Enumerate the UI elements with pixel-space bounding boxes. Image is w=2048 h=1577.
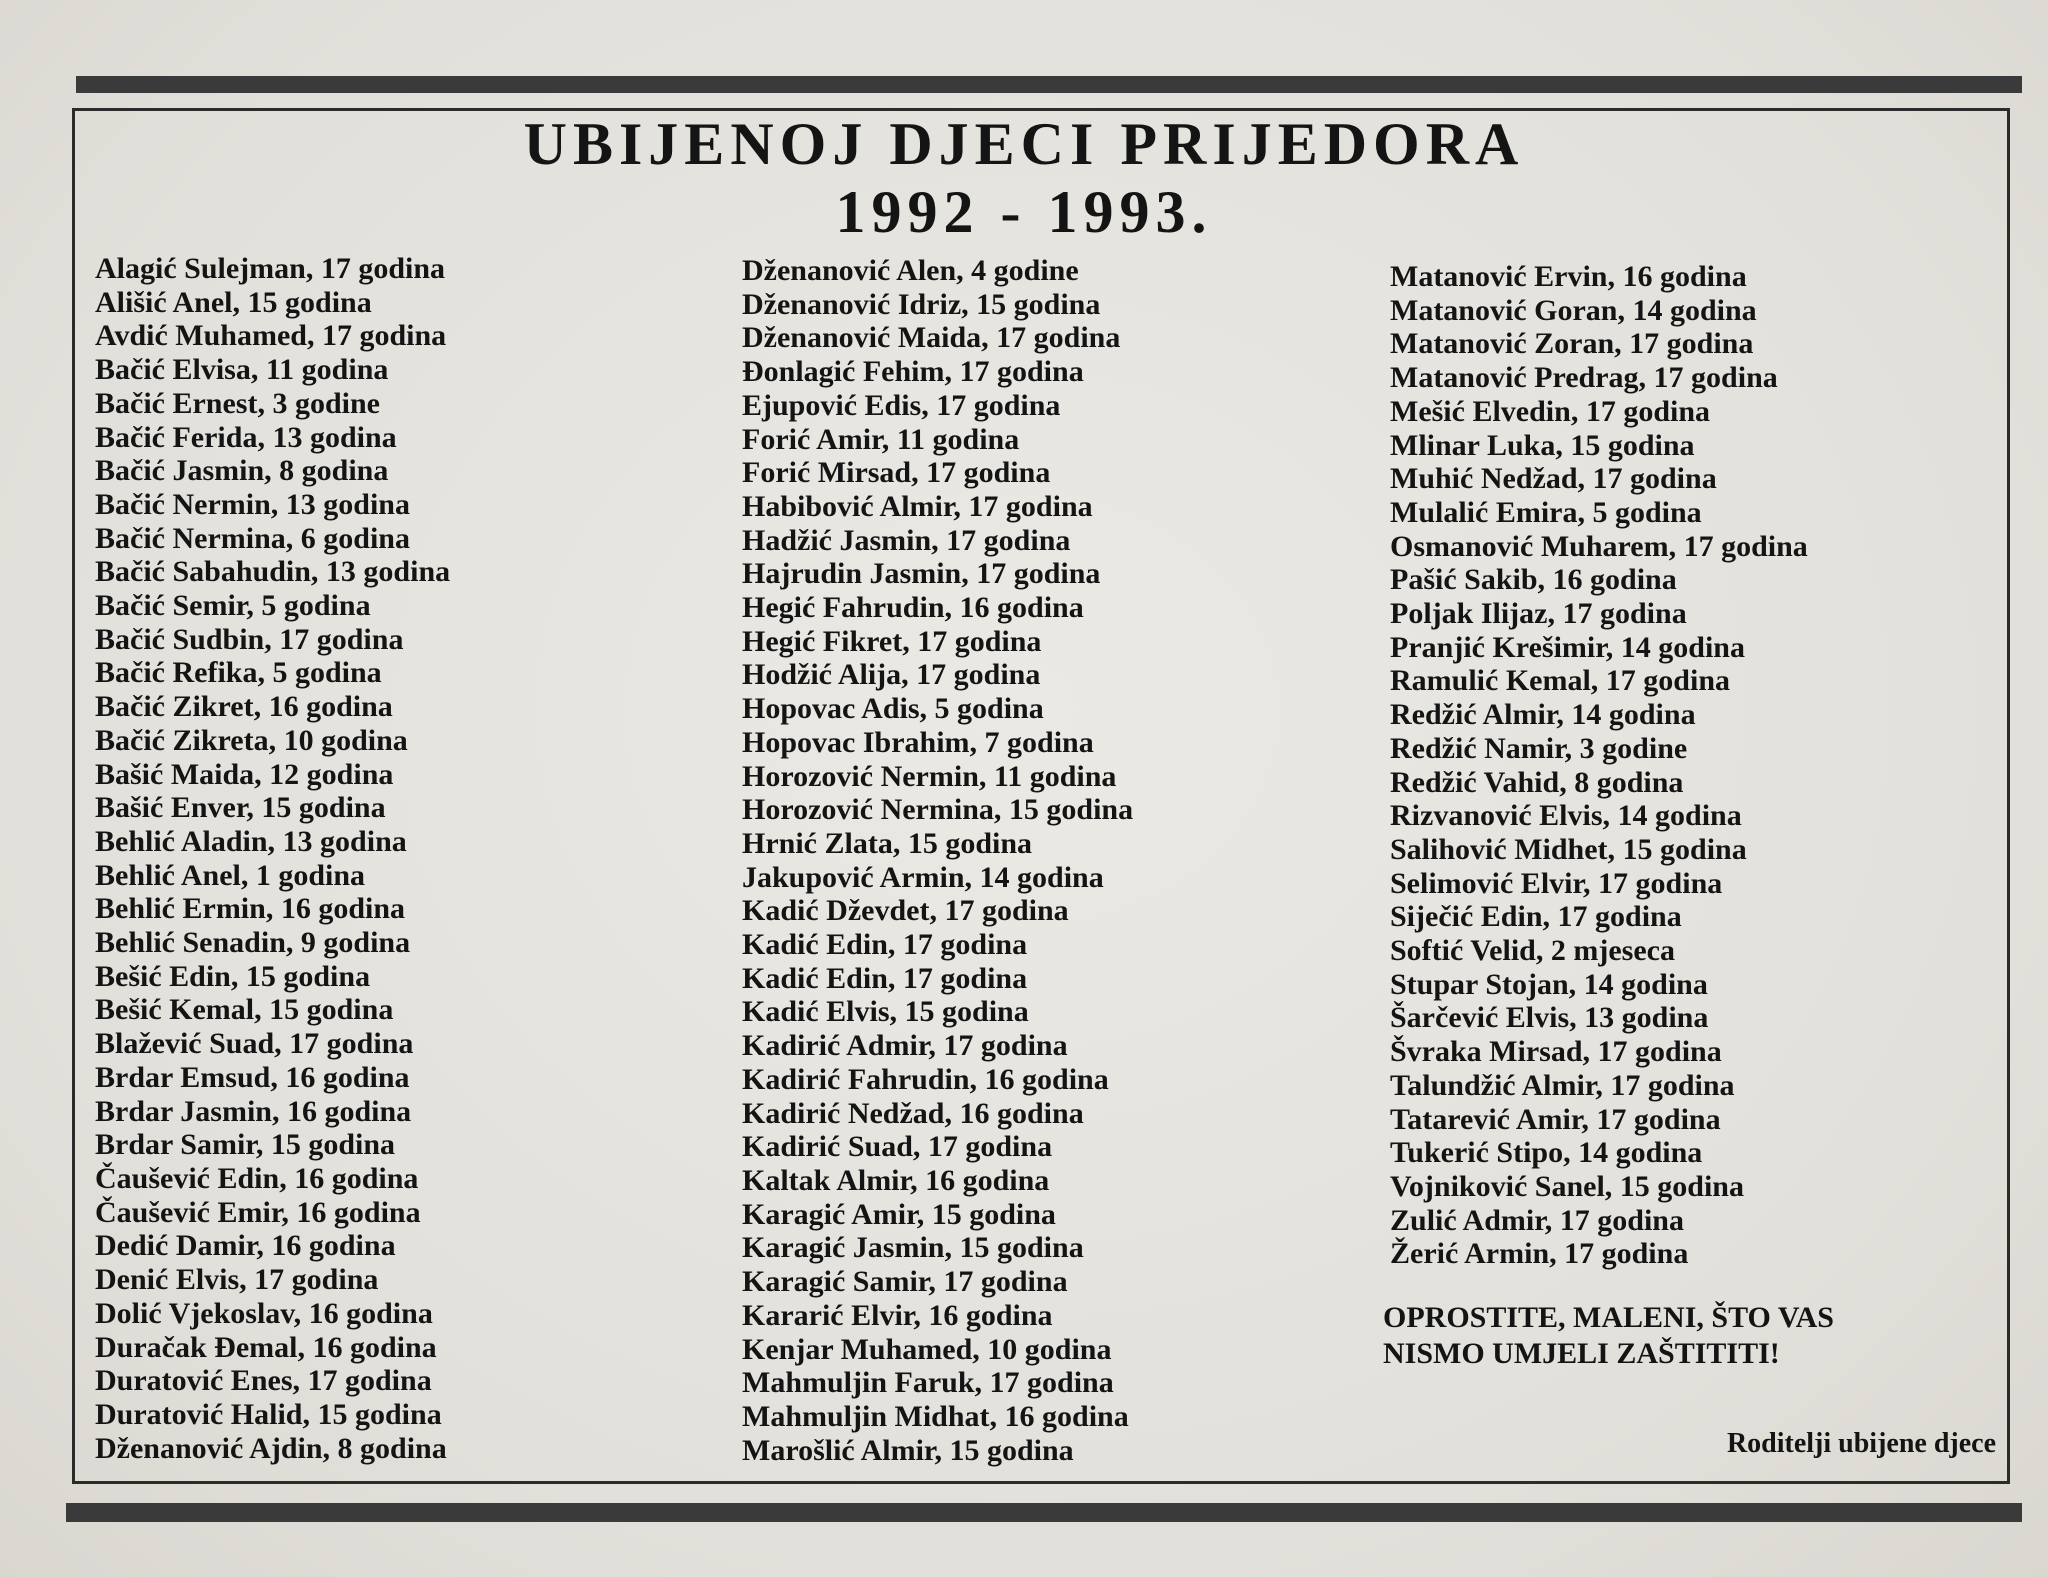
- name-entry: Kenjar Muhamed, 10 godina: [742, 1332, 1112, 1366]
- name-entry: Duratović Halid, 15 godina: [95, 1397, 442, 1431]
- name-entry: Redžić Vahid, 8 godina: [1390, 765, 1684, 799]
- name-entry: Bačić Sabahudin, 13 godina: [95, 555, 451, 589]
- name-entry: Muhić Nedžad, 17 godina: [1390, 462, 1717, 496]
- name-entry: Matanović Goran, 14 godina: [1390, 293, 1757, 327]
- name-entry: Dženanović Maida, 17 godina: [742, 321, 1121, 355]
- name-entry: Hajrudin Jasmin, 17 godina: [742, 557, 1101, 591]
- name-entry: Poljak Ilijaz, 17 godina: [1390, 597, 1687, 631]
- name-entry: Karagić Jasmin, 15 godina: [742, 1231, 1084, 1265]
- name-entry: Horozović Nermin, 11 godina: [742, 759, 1117, 793]
- name-entry: Bašić Maida, 12 godina: [95, 757, 394, 791]
- name-entry: Švraka Mirsad, 17 godina: [1390, 1035, 1722, 1069]
- name-entry: Brdar Jasmin, 16 godina: [95, 1094, 412, 1128]
- name-entry: Bašić Enver, 15 godina: [95, 791, 386, 825]
- closing-line-2: NISMO UMJELI ZAŠTITITI!: [1383, 1337, 1780, 1370]
- name-entry: Softić Velid, 2 mjeseca: [1390, 934, 1675, 968]
- name-entry: Vojniković Sanel, 15 godina: [1390, 1169, 1744, 1203]
- name-entry: Behlić Ermin, 16 godina: [95, 892, 406, 926]
- name-entry: Duratović Enes, 17 godina: [95, 1364, 432, 1398]
- name-entry: Hopovac Ibrahim, 7 godina: [742, 725, 1094, 759]
- name-entry: Kadić Dževdet, 17 godina: [742, 894, 1069, 928]
- name-entry: Behlić Aladin, 13 godina: [95, 824, 407, 858]
- name-entry: Talundžić Almir, 17 godina: [1390, 1068, 1735, 1102]
- bottom-rule: [66, 1503, 2022, 1522]
- name-entry: Kadić Elvis, 15 godina: [742, 995, 1029, 1029]
- name-entry: Ejupović Edis, 17 godina: [742, 388, 1061, 422]
- name-entry: Rizvanović Elvis, 14 godina: [1390, 799, 1742, 833]
- name-entry: Hrnić Zlata, 15 godina: [742, 826, 1033, 860]
- name-entry: Kararić Elvir, 16 godina: [742, 1298, 1053, 1332]
- name-entry: Bačić Elvisa, 11 godina: [95, 353, 389, 387]
- name-entry: Hopovac Adis, 5 godina: [742, 692, 1044, 726]
- signature: Roditelji ubijene djece: [1726, 1428, 1996, 1459]
- closing-message: [1383, 1300, 1834, 1372]
- name-entry: Jakupović Armin, 14 godina: [742, 860, 1104, 894]
- name-entry: Osmanović Muharem, 17 godina: [1390, 529, 1808, 563]
- name-entry: Bačić Nermin, 13 godina: [95, 487, 410, 521]
- name-entry: Matanović Zoran, 17 godina: [1390, 327, 1754, 361]
- name-entry: Avdić Muhamed, 17 godina: [95, 319, 447, 353]
- name-entry: Dženanović Alen, 4 godine: [742, 254, 1079, 287]
- name-entry: Pašić Sakib, 16 godina: [1390, 563, 1677, 597]
- name-entry: Siječić Edin, 17 godina: [1390, 900, 1682, 934]
- memorial-title: UBIJENOJ DJECI PRIJEDORA: [523, 111, 1525, 177]
- name-entry: Dženanović Idriz, 15 godina: [742, 287, 1101, 321]
- name-entry: Kadić Edin, 17 godina: [742, 961, 1028, 995]
- name-entry: Kadirić Suad, 17 godina: [742, 1130, 1053, 1164]
- name-entry: Selimović Elvir, 17 godina: [1390, 866, 1723, 900]
- name-entry: Ramulić Kemal, 17 godina: [1390, 664, 1731, 698]
- name-entry: Stupar Stojan, 14 godina: [1390, 967, 1708, 1001]
- closing-line-1: OPROSTITE, MALENI, ŠTO VAS: [1383, 1301, 1834, 1334]
- name-entry: Žerić Armin, 17 godina: [1390, 1237, 1689, 1271]
- name-entry: Duračak Đemal, 16 godina: [95, 1330, 437, 1364]
- name-entry: Bačić Semir, 5 godina: [95, 589, 371, 623]
- memorial-years: 1992 - 1993.: [835, 179, 1213, 245]
- name-entry: Hadžić Jasmin, 17 godina: [742, 523, 1071, 557]
- name-entry: Dženanović Ajdin, 8 godina: [95, 1431, 447, 1465]
- name-entry: Brdar Emsud, 16 godina: [95, 1060, 410, 1094]
- name-entry: Karagić Amir, 15 godina: [742, 1197, 1056, 1231]
- name-entry: Brdar Samir, 15 godina: [95, 1128, 396, 1162]
- name-entry: Bačić Ferida, 13 godina: [95, 420, 397, 454]
- name-entry: Čaušević Edin, 16 godina: [95, 1161, 419, 1195]
- name-entry: Hegić Fahrudin, 16 godina: [742, 591, 1084, 625]
- name-entry: Horozović Nermina, 15 godina: [742, 793, 1134, 827]
- name-entry: Behlić Anel, 1 godina: [95, 858, 366, 892]
- name-entry: Redžić Namir, 3 godine: [1390, 731, 1688, 765]
- name-entry: Mahmuljin Faruk, 17 godina: [742, 1366, 1114, 1400]
- name-entry: Kadirić Fahrudin, 16 godina: [742, 1062, 1109, 1096]
- name-entry: Bačić Sudbin, 17 godina: [95, 622, 404, 656]
- names-column-3: [1390, 260, 1808, 1271]
- name-entry: Salihović Midhet, 15 godina: [1390, 832, 1747, 866]
- name-entry: Bačić Refika, 5 godina: [95, 656, 382, 690]
- name-entry: Habibović Almir, 17 godina: [742, 489, 1093, 523]
- name-entry: Bešić Edin, 15 godina: [95, 959, 371, 993]
- name-entry: Mešić Elvedin, 17 godina: [1390, 394, 1711, 428]
- name-entry: Mahmuljin Midhat, 16 godina: [742, 1399, 1129, 1433]
- name-entry: Matanović Ervin, 16 godina: [1390, 260, 1747, 293]
- name-entry: Bačić Zikret, 16 godina: [95, 690, 393, 724]
- name-entry: Kadirić Nedžad, 16 godina: [742, 1096, 1084, 1130]
- name-entry: Behlić Senadin, 9 godina: [95, 926, 411, 960]
- name-entry: Kadić Edin, 17 godina: [742, 928, 1028, 962]
- names-column-2: [742, 254, 1133, 1467]
- name-entry: Kadirić Admir, 17 godina: [742, 1029, 1068, 1063]
- name-entry: Hegić Fikret, 17 godina: [742, 624, 1042, 658]
- name-entry: Hodžić Alija, 17 godina: [742, 658, 1041, 692]
- name-entry: Marošlić Almir, 15 godina: [742, 1433, 1074, 1467]
- name-entry: Bačić Nermina, 6 godina: [95, 521, 410, 555]
- name-entry: Đonlagić Fehim, 17 godina: [742, 355, 1084, 389]
- name-entry: Forić Mirsad, 17 godina: [742, 456, 1051, 490]
- name-entry: Bačić Ernest, 3 godine: [95, 386, 380, 420]
- name-entry: Dolić Vjekoslav, 16 godina: [95, 1296, 433, 1330]
- name-entry: Kaltak Almir, 16 godina: [742, 1163, 1050, 1197]
- name-entry: Dedić Damir, 16 godina: [95, 1229, 396, 1263]
- name-entry: Bešić Kemal, 15 godina: [95, 993, 394, 1027]
- name-entry: Ališić Anel, 15 godina: [95, 285, 372, 319]
- top-rule: [76, 76, 2022, 93]
- name-entry: Matanović Predrag, 17 godina: [1390, 361, 1778, 395]
- name-entry: Bačić Jasmin, 8 godina: [95, 454, 389, 488]
- name-entry: Bačić Zikreta, 10 godina: [95, 723, 408, 757]
- names-column-1: [95, 252, 450, 1465]
- name-entry: Tukerić Stipo, 14 godina: [1390, 1136, 1703, 1170]
- name-entry: Denić Elvis, 17 godina: [95, 1263, 379, 1297]
- name-entry: Blažević Suad, 17 godina: [95, 1027, 414, 1061]
- name-entry: Alagić Sulejman, 17 godina: [95, 252, 446, 285]
- name-entry: Mulalić Emira, 5 godina: [1390, 495, 1702, 529]
- name-entry: Zulić Admir, 17 godina: [1390, 1203, 1684, 1237]
- name-entry: Forić Amir, 11 godina: [742, 422, 1020, 456]
- name-entry: Šarčević Elvis, 13 godina: [1390, 1001, 1709, 1035]
- name-entry: Čaušević Emir, 16 godina: [95, 1195, 421, 1229]
- name-entry: Tatarević Amir, 17 godina: [1390, 1102, 1721, 1136]
- name-entry: Redžić Almir, 14 godina: [1390, 698, 1696, 732]
- name-entry: Mlinar Luka, 15 godina: [1390, 428, 1695, 462]
- name-entry: Karagić Samir, 17 godina: [742, 1265, 1068, 1299]
- name-entry: Pranjić Krešimir, 14 godina: [1390, 630, 1745, 664]
